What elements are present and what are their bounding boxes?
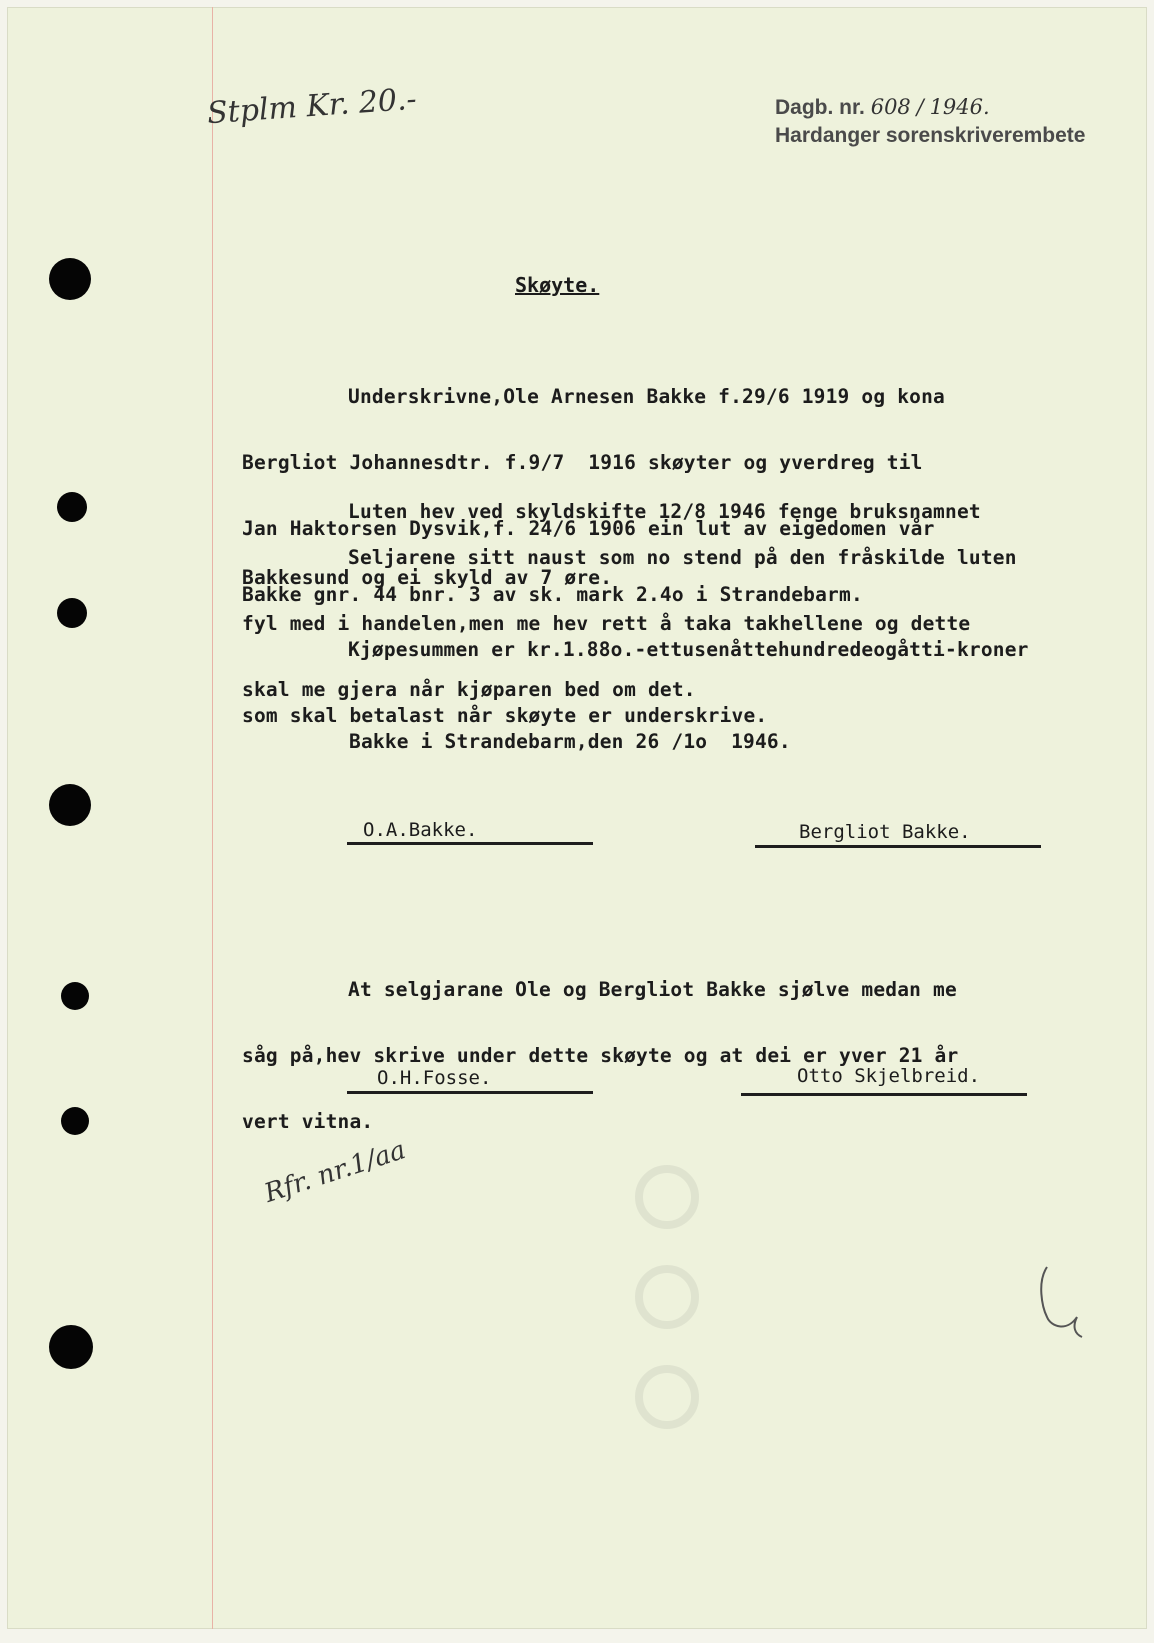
signature-line <box>755 845 1041 848</box>
text-line: Kjøpesummen er kr.1.88o.-ettusenåttehundredeogåtti-kroner <box>348 638 1029 661</box>
place-date-line: Bakke i Strandebarm,den 26 /1o 1946. <box>349 730 791 753</box>
stamp-line-2: Hardanger sorenskriverembete <box>775 124 1086 147</box>
text-line: Underskrivne,Ole Arnesen Bakke f.29/6 1919 og kona <box>348 385 945 408</box>
witness-paragraph <box>242 935 958 1177</box>
pencil-mark-icon <box>1037 1262 1087 1342</box>
entry-number: 608 <box>870 95 911 119</box>
signature-line <box>347 842 593 845</box>
margin-rule <box>212 7 213 1629</box>
punch-hole <box>61 982 89 1010</box>
signature-line <box>741 1093 1027 1096</box>
watermark-circles-icon <box>607 1157 807 1457</box>
registration-stamp <box>775 93 1085 150</box>
punch-hole <box>49 784 91 826</box>
text-line: Bakke gnr. 44 bnr. 3 av sk. mark 2.4o i Strandebarm. <box>242 583 863 606</box>
punch-hole <box>57 492 87 522</box>
punch-hole <box>61 1107 89 1135</box>
document-title: Skøyte. <box>515 273 600 297</box>
watermark-shape <box>607 1157 807 1457</box>
text-line: At selgjarane Ole og Bergliot Bakke sjølve medan me <box>348 978 957 1001</box>
punch-hole <box>49 258 91 300</box>
document-page <box>7 7 1147 1629</box>
stamp-year: 1946. <box>929 95 990 119</box>
punch-hole <box>49 1325 93 1369</box>
text-line: som skal betalast når skøyte er underskrive. <box>242 704 768 727</box>
stamp-line-1: Dagb. nr. 608 / 1946. <box>775 95 990 119</box>
text-line: Jan Haktorsen Dysvik,f. 24/6 1906 ein lut av eigedomen vår <box>242 517 935 540</box>
signature-witness-2: Otto Skjelbreid. <box>797 1065 981 1087</box>
text-line: fyl med i handelen,men me hev rett å taka takhellene og dette <box>242 612 971 635</box>
signature-witness-1: O.H.Fosse. <box>377 1067 492 1089</box>
signature-line <box>347 1091 593 1094</box>
signature-seller-1: O.A.Bakke. <box>363 819 478 841</box>
text-line: skal me gjera når kjøparen bed om det. <box>242 678 696 701</box>
text-line: Bergliot Johannesdtr. f.9/7 1916 skøyter og yverdreg til <box>242 451 923 474</box>
handwritten-fee-note: Stplm Kr. 20.- <box>206 81 418 132</box>
signature-seller-2: Bergliot Bakke. <box>799 821 971 843</box>
handwritten-reference-note: Rfr. nr.1/aa <box>260 1135 410 1209</box>
punch-hole <box>57 598 87 628</box>
text-line: Luten hev ved skyldskifte 12/8 1946 fenge bruksnamnet <box>348 500 981 523</box>
text-line: Bakkesund og ei skyld av 7 øre. <box>242 566 613 589</box>
text-line: Seljarene sitt naust som no stend på den fråskilde luten <box>348 546 1017 569</box>
text-line: vert vitna. <box>242 1110 374 1133</box>
text-line: såg på,hev skrive under dette skøyte og at dei er yver 21 år <box>242 1044 959 1067</box>
